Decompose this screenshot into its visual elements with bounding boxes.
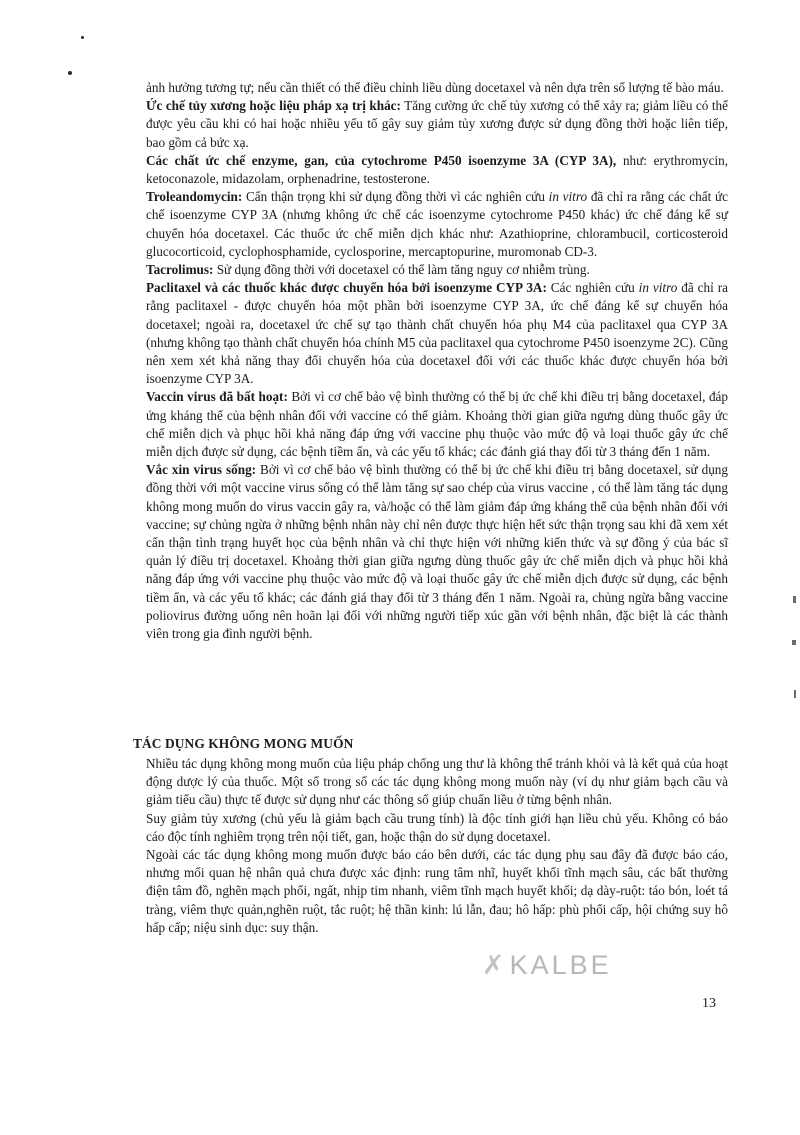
scan-edge-mark: [792, 640, 796, 645]
scan-speck: [68, 71, 72, 75]
scan-edge-mark: [794, 690, 796, 698]
interaction-tacrolimus: Tacrolimus: Sử dụng đồng thời với docetaxel có thể làm tăng nguy cơ nhiễm trùng.: [146, 262, 590, 278]
interactions-section: [146, 79, 728, 643]
interaction-term: Tacrolimus:: [146, 262, 214, 278]
interaction-term: Các chất ức chế enzyme, gan, của cytochrome P450 isoenzyme 3A (CYP 3A),: [146, 152, 617, 168]
interaction-cyp3a-inhibitors: Các chất ức chế enzyme, gan, của cytochrome P450 isoenzyme 3A (CYP 3A), như: erythromycin, ketoconazole, midazolam, orphenadrine, testosterone.: [146, 152, 729, 187]
section-heading: TÁC DỤNG KHÔNG MONG MUỐN: [133, 736, 354, 751]
interaction-term: Troleandomycin:: [146, 189, 243, 205]
adverse-paragraph: Ngoài các tác dụng không mong muốn được báo cáo bên dưới, các tác dụng phụ sau đây đã được báo cáo, nhưng mối quan hệ nhân quả chưa được xác định: rung tâm nhĩ, huyết khối tĩnh mạch sâu, các bất thường điện tâm đồ, nghẽn mạch phổi, ngất, nhịp tim nhanh, viêm tĩnh mạch huyết khối; dạ dày-ruột: táo bón, loét tá tràng, viêm thực quản,nghẽn ruột, tắc ruột; hệ thần kinh: lú lẫn, đau; hô hấp: phù phổi cấp, hội chứng suy hô hấp cấp; niệu sinh dục: suy thận.: [146, 847, 728, 935]
interaction-troleandomycin: Troleandomycin: Cẩn thận trọng khi sử dụng đồng thời vì các nghiên cứu in vitro đã chỉ ra rằng các chất ức chế isoenzyme CYP 3A (nhưng không ức chế các isoenzyme cytochrome P450 khác) ức chế đáng kể sự chuyển hóa docetaxel. Các thuốc ức chế miễn dịch khác như: Azathioprine, chlorambucil, corticosteroid glucocorticoid, cyclophosphamide, cyclosporine, mercaptopurine, muromonab CD-3.: [146, 189, 728, 259]
scan-edge-mark: [793, 596, 796, 603]
interaction-term: Vaccin virus đã bất hoạt:: [146, 389, 288, 405]
kalbe-watermark: [482, 950, 612, 981]
interaction-inactivated-vaccine: Vaccin virus đã bất hoạt: Bởi vì cơ chế bảo vệ bình thường có thể bị ức chế khi điều trị bằng docetaxel, đáp ứng kháng thể của bệnh nhân đối với vaccine có thể giảm. Khoảng thời gian giữa ngưng dùng thuốc gây ức chế miễn dịch và phục hồi khả năng đáp ứng với vaccine phụ thuộc vào mức độ và loại thuốc gây ức chế miễn dịch được sử dụng, các bệnh tiềm ẩn, và các yếu tố khác; các đánh giá thay đổi từ 3 tháng đến 1 năm.: [146, 389, 728, 460]
interaction-live-vaccine: Vắc xin virus sống: Bởi vì cơ chế bảo vệ bình thường có thể bị ức chế khi điều trị bằng docetaxel, sử dụng đồng thời với một vaccine virus sống có thể làm tăng sự sao chép của virus vaccine , có thể làm tăng tác dụng không mong muốn do virus vaccin gây ra, và/hoặc có thể làm giảm đáp ứng kháng thể của bệnh nhân đối với vaccine; sự chủng ngừa ở những bệnh nhân này chỉ nên được thực hiện hết sức thận trọng sau khi đã xem xét cẩn thận tình trạng huyết học của bệnh nhân và chỉ thực hiện với những kiến thức và sự đồng ý của bác sĩ quản lý điều trị docetaxel. Khoảng thời gian giữa ngưng dùng thuốc gây ức chế miễn dịch và phục hồi khả năng đáp ứng với vaccine phụ thuộc vào mức độ và loại thuốc gây ức chế miễn dịch được sử dụng, các bệnh tiềm ẩn, và các yếu tố khác; các đánh giá thay đổi từ 3 tháng đến 1 năm. Ngoài ra, chủng ngừa bằng vaccine poliovirus đường uống nên hoãn lại đối với những người tiếp xúc gần với bệnh nhân, đặc biệt là các thành viên trong gia đình người bệnh.: [146, 462, 728, 642]
adverse-paragraph: Suy giảm tủy xương (chủ yếu là giảm bạch cầu trung tính) là độc tính giới hạn liều chủ yếu. Không có báo cáo độc tính nghiêm trọng trên nội tiết, gan, hoặc thận do sử dụng docetaxel.: [146, 810, 728, 844]
interaction-paclitaxel: Paclitaxel và các thuốc khác được chuyển hóa bởi isoenzyme CYP 3A: Các nghiên cứu in vitro đã chỉ ra rằng paclitaxel - được chuyển hóa một phần bởi isoenzyme CYP 3A, ức chế đáng kể sự chuyển hóa docetaxel; ngoài ra, docetaxel ức chế sự tạo thành chất chuyển hóa phụ M4 của paclitaxel qua CYP 3A (nhưng không tạo thành chất chuyển hóa chính M5 của paclitaxel qua cytochrome P450 isoenzyme 2C). Cũng nên xem xét khả năng thay đổi chuyển hóa của docetaxel đối với các thuốc khác được chuyển hóa bởi isoenzyme CYP 3A.: [146, 280, 728, 387]
continuation-paragraph: ảnh hưởng tương tự; nếu cần thiết có thể điều chỉnh liều dùng docetaxel và nên dựa trên số lượng tế bào máu.: [146, 80, 724, 95]
adverse-effects-section: [146, 755, 728, 937]
adverse-paragraph: Nhiều tác dụng không mong muốn của liệu pháp chống ung thư là không thể tránh khỏi và là kết quả của hoạt động dược lý của thuốc. Một số trong số các tác dụng không mong muốn này (ví dụ như giảm bạch cầu và giảm tiểu cầu) thực tế được sử dụng như các thông số giúp chuẩn liều ở từng bệnh nhân.: [146, 756, 728, 808]
interaction-myelosuppression: Ức chế tủy xương hoặc liệu pháp xạ trị khác: Tăng cường ức chế tủy xương có thể xảy ra; giảm liều có thể được yêu cầu khi có hai hoặc nhiều yếu tố gây suy giảm tủy xương được sử dụng đồng thời hoặc liên tiếp, bao gồm cả bức xạ.: [146, 98, 728, 150]
interaction-term: Ức chế tủy xương hoặc liệu pháp xạ trị khác:: [146, 98, 401, 114]
interaction-term: Paclitaxel và các thuốc khác được chuyển hóa bởi isoenzyme CYP 3A:: [146, 280, 547, 296]
page-number: 13: [702, 996, 716, 1011]
kalbe-watermark-text: KALBE: [509, 950, 612, 980]
scan-speck: [81, 36, 84, 39]
kalbe-logo-icon: ✗: [482, 950, 508, 980]
interaction-term: Vắc xin virus sống:: [146, 462, 257, 478]
